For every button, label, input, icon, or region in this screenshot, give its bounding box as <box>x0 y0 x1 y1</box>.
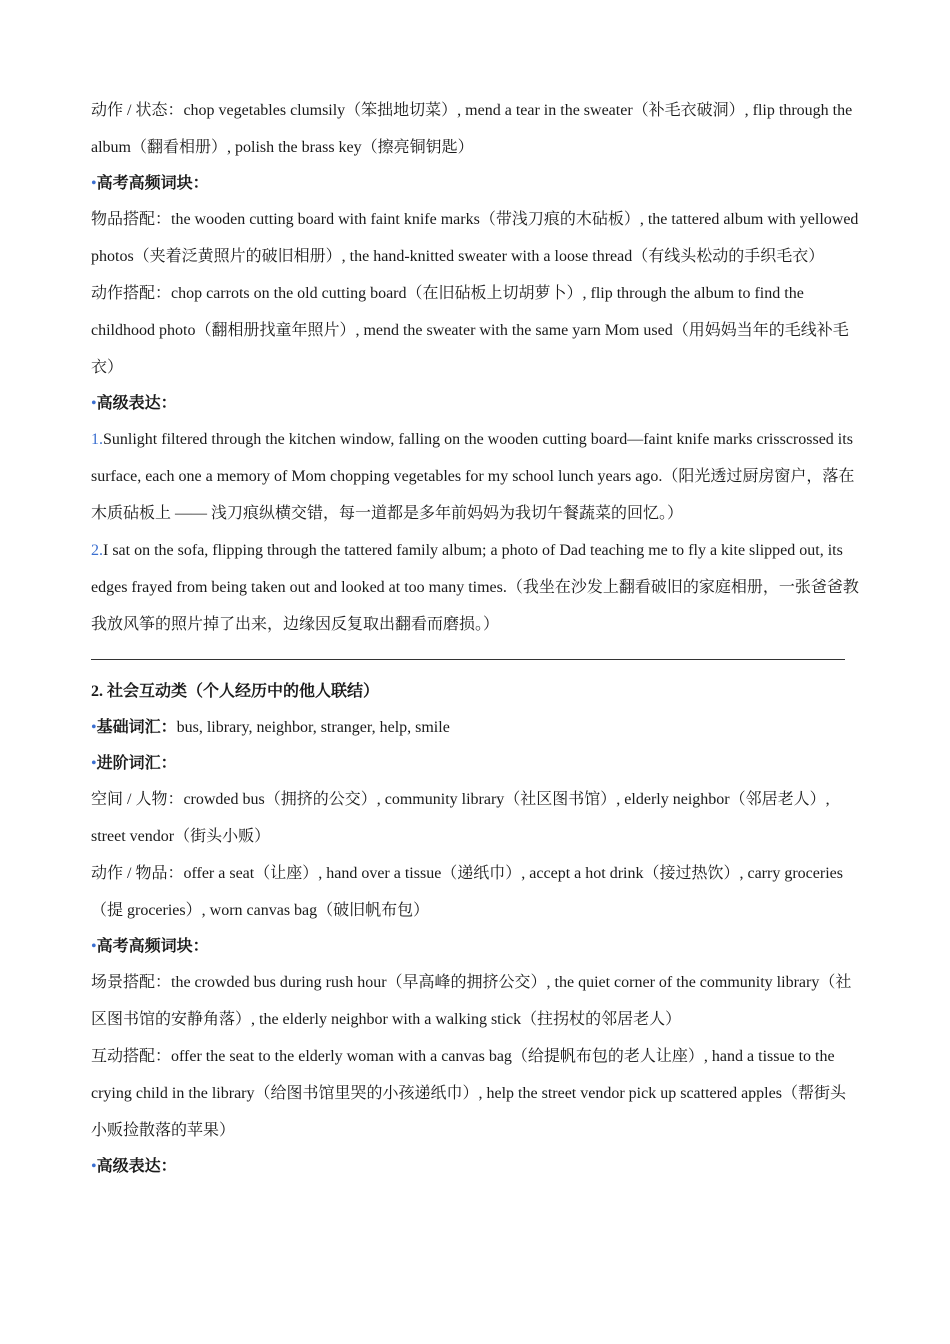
bullet-marker: • <box>91 395 97 412</box>
heading-advanced-vocabulary <box>91 746 861 781</box>
heading-advanced-expression <box>91 386 861 421</box>
example-number: 2. <box>91 542 103 559</box>
heading-text: 高级表达： <box>96 395 177 412</box>
action-item-paragraph: 动作 / 物品：offer a seat（让座）, hand over a tissue（递纸巾）, accept a hot drink（接过热饮）, carry groceries（提 groceries）, worn canvas bag（破旧帆布包） <box>91 865 843 919</box>
section-title: 2. 社会互动类（个人经历中的他人联结） <box>91 683 380 700</box>
action-collocation-paragraph: 动作搭配：chop carrots on the old cutting board（在旧砧板上切胡萝卜）, flip through the album to find the childhood photo（翻相册找童年照片）, mend the sweater with the same yarn Mom used（用妈妈当年的毛线补毛衣） <box>91 285 849 376</box>
heading-high-frequency-phrases-2 <box>91 929 861 964</box>
action-state-paragraph: 动作 / 状态：chop vegetables clumsily（笨拙地切菜）, mend a tear in the sweater（补毛衣破洞）, flip through the album（翻看相册）, polish the brass key（擦亮铜钥匙） <box>91 102 853 156</box>
basic-vocabulary-label: 基础词汇： <box>96 719 177 736</box>
bullet-marker: • <box>91 1158 97 1175</box>
basic-vocabulary <box>91 709 861 746</box>
heading-advanced-expression-2 <box>91 1149 861 1184</box>
scene-collocation-paragraph: 场景搭配：the crowded bus during rush hour（早高峰的拥挤公交）, the quiet corner of the community library（社区图书馆的安静角落）, the elderly neighbor with a walking stick（拄拐杖的邻居老人） <box>91 974 852 1028</box>
heading-text: 高考高频词块： <box>96 175 209 192</box>
example-sentence-1 <box>91 421 861 532</box>
basic-vocabulary-words: bus, library, neighbor, stranger, help, smile <box>176 719 450 736</box>
heading-text: 高级表达： <box>96 1158 177 1175</box>
heading-text: 高考高频词块： <box>96 938 209 955</box>
bullet-marker: • <box>91 755 97 772</box>
document-page <box>91 92 861 1184</box>
example-text: Sunlight filtered through the kitchen window, falling on the wooden cutting board—faint knife marks crisscrossed its surface, each one a memory of Mom chopping vegetables for my school lunch years ago.（阳光透过厨房窗户，落在木质砧板上 —— 浅刀痕纵横交错，每一道都是多年前妈妈为我切午餐蔬菜的回忆。） <box>91 431 855 522</box>
example-number: 1. <box>91 431 103 448</box>
example-text: I sat on the sofa, flipping through the tattered family album; a photo of Dad teaching me to fly a kite slipped out, its edges frayed from being taken out and looked at too many times.（我坐在沙发上翻看破旧的家庭相册，一张爸爸教我放风筝的照片掉了出来，边缘因反复取出翻看而磨损。） <box>91 542 859 633</box>
bullet-marker: • <box>91 938 97 955</box>
interaction-collocation-paragraph: 互动搭配：offer the seat to the elderly woman with a canvas bag（给提帆布包的老人让座）, hand a tissue to the crying child in the library（给图书馆里哭的小孩递纸巾）, help the street vendor pick up scattered apples（帮街头小贩捡散落的苹果） <box>91 1048 846 1139</box>
heading-high-frequency-phrases <box>91 166 861 201</box>
heading-text: 进阶词汇： <box>96 755 177 772</box>
section-divider <box>91 659 845 660</box>
space-people-paragraph: 空间 / 人物：crowded bus（拥挤的公交）, community library（社区图书馆）, elderly neighbor（邻居老人）, street vendor（街头小贩） <box>91 791 830 845</box>
example-sentence-2 <box>91 532 861 643</box>
bullet-marker: • <box>91 175 97 192</box>
item-collocation-paragraph: 物品搭配：the wooden cutting board with faint knife marks（带浅刀痕的木砧板）, the tattered album with yellowed photos（夹着泛黄照片的破旧相册）, the hand-knitted sweater with a loose thread（有线头松动的手织毛衣） <box>91 211 859 265</box>
bullet-marker: • <box>91 719 97 736</box>
